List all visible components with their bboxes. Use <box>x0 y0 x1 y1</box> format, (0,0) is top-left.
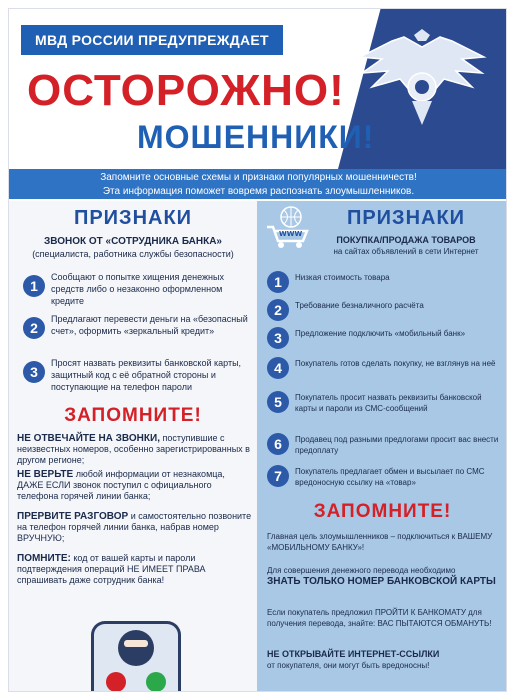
title-fraudsters: МОШЕННИКИ! <box>137 119 375 155</box>
remember-text: и самостоятельно позвоните на телефон горячей линии банка, набрав номер ВРУЧНУЮ; <box>17 511 252 543</box>
sign-text: Низкая стоимость товара <box>295 273 390 282</box>
sign-number: 4 <box>267 357 289 379</box>
poster <box>8 8 507 692</box>
sign-number: 1 <box>23 275 45 297</box>
intro-line-2: Эта информация поможет вовремя распознать злоумышленников. <box>102 186 415 197</box>
accept-call-icon <box>146 672 166 692</box>
header-banner <box>9 9 507 169</box>
left-sign-item <box>23 313 251 357</box>
remember-bold: НЕ ВЕРЬТЕ <box>17 469 74 480</box>
sign-number: 1 <box>267 271 289 293</box>
left-sub-note: (специалиста, работника службы безопасности) <box>32 249 234 259</box>
intro-line-1: Запомните основные схемы и признаки популярных мошенничеств! <box>100 172 417 183</box>
left-remember-item <box>17 553 253 586</box>
left-remember-item <box>17 469 253 502</box>
org-label: МВД РОССИИ ПРЕДУПРЕЖДАЕТ <box>21 25 283 55</box>
eagle-emblem-icon <box>352 29 492 139</box>
right-heading: ПРИЗНАКИ <box>346 207 466 229</box>
sign-text: Продавец под разными предлогами просит вас внести предоплату <box>295 435 499 455</box>
left-sign-item <box>23 271 251 315</box>
right-remember-item <box>267 607 501 629</box>
sign-text: Покупатель предлагает обмен и высылает по СМС вредоносную ссылку на «товар» <box>295 467 485 487</box>
left-heading: ПРИЗНАКИ <box>73 207 193 229</box>
sign-text: Покупатель готов сделать покупку, не взглянув на неё <box>295 359 496 368</box>
sign-text: Предложение подключить «мобильный банк» <box>295 329 466 338</box>
decline-call-icon <box>106 672 126 692</box>
right-remember-item <box>267 565 501 587</box>
column-bank-call <box>9 201 257 692</box>
sign-number: 3 <box>267 327 289 349</box>
sign-number: 3 <box>23 361 45 383</box>
sign-number: 2 <box>267 299 289 321</box>
remember-text: Если покупатель предложил ПРОЙТИ К БАНКОМАТУ для получения перевода, знайте: ВАС ПЫТАЮТСЯ ОБМАНУТЬ! <box>267 608 492 628</box>
phone-illustration <box>91 621 181 692</box>
right-sign-item <box>267 297 503 327</box>
right-sign-item <box>267 389 503 419</box>
right-sub-note: на сайтах объявлений в сети Интернет <box>333 247 479 256</box>
sign-number: 2 <box>23 317 45 339</box>
right-sub-title: ПОКУПКА/ПРОДАЖА ТОВАРОВ <box>336 235 476 245</box>
right-subheading <box>311 235 501 257</box>
remember-text: поступившие с неизвестных номеров, особенно зарегистрированных в другом регионе; <box>17 433 250 465</box>
right-remember-item <box>267 649 501 671</box>
right-sign-item <box>267 325 503 355</box>
left-sign-item <box>23 357 251 401</box>
right-sign-item <box>267 431 503 461</box>
shopping-cart-icon <box>265 205 315 249</box>
right-remember-item <box>267 531 501 553</box>
remember-bold: НЕ ОТВЕЧАЙТЕ НА ЗВОНКИ, <box>17 433 160 444</box>
remember-text: от покупателя, они могут быть вредоносны! <box>267 661 430 670</box>
left-subheading <box>17 235 249 261</box>
remember-text: Главная цель злоумышленников – подключиться к ВАШЕМУ «МОБИЛЬНОМУ БАНКУ»! <box>267 532 493 552</box>
left-remember-item <box>17 511 253 544</box>
title-caution: ОСТОРОЖНО! <box>27 66 345 115</box>
sign-number: 6 <box>267 433 289 455</box>
left-remember-heading: ЗАПОМНИТЕ! <box>64 405 202 426</box>
right-sign-item <box>267 463 503 493</box>
sign-text: Предлагают перевести деньги на «безопасный счет», оформить «зеркальный кредит» <box>51 314 248 336</box>
remember-bold: ПОМНИТЕ: <box>17 553 71 564</box>
remember-bold: НЕ ОТКРЫВАЙТЕ ИНТЕРНЕТ-ССЫЛКИ <box>267 649 440 659</box>
remember-text: любой информации от незнакомца, ДАЖЕ ЕСЛИ звонок поступил с официального телефона горячей линии банка; <box>17 469 225 501</box>
sign-text: Просят назвать реквизиты банковской карты, защитный код с её обратной стороны и поступающие на телефон пароли <box>51 358 242 392</box>
right-sign-item <box>267 355 503 385</box>
right-sign-item <box>267 269 503 299</box>
sign-number: 7 <box>267 465 289 487</box>
cart-www-label: WWW <box>279 230 303 238</box>
remember-text: код от вашей карты и пароли подтверждения операций НЕ ИМЕЕТ ПРАВА спрашивать даже сотрудник банка! <box>17 553 206 585</box>
sign-number: 5 <box>267 391 289 413</box>
left-sub-title: ЗВОНОК ОТ «СОТРУДНИКА БАНКА» <box>43 236 222 247</box>
sign-text: Покупатель просит назвать реквизиты банковской карты и пароли из СМС-сообщений <box>295 393 482 413</box>
sign-text: Сообщают о попытке хищения денежных средств либо о незаконно оформленном кредите <box>51 272 224 306</box>
left-remember-item <box>17 433 253 466</box>
scammer-avatar-icon <box>118 630 154 666</box>
remember-bold: ЗНАТЬ ТОЛЬКО НОМЕР БАНКОВСКОЙ КАРТЫ <box>267 576 496 587</box>
intro-bar <box>9 169 507 199</box>
scammer-mask-icon <box>124 640 148 647</box>
sign-text: Требование безналичного расчёта <box>295 301 424 310</box>
remember-text: Для совершения денежного перевода необходимо <box>267 566 456 575</box>
remember-bold: ПРЕРВИТЕ РАЗГОВОР <box>17 511 129 522</box>
right-remember-heading: ЗАПОМНИТЕ! <box>313 501 452 522</box>
column-online-trade <box>257 201 507 692</box>
